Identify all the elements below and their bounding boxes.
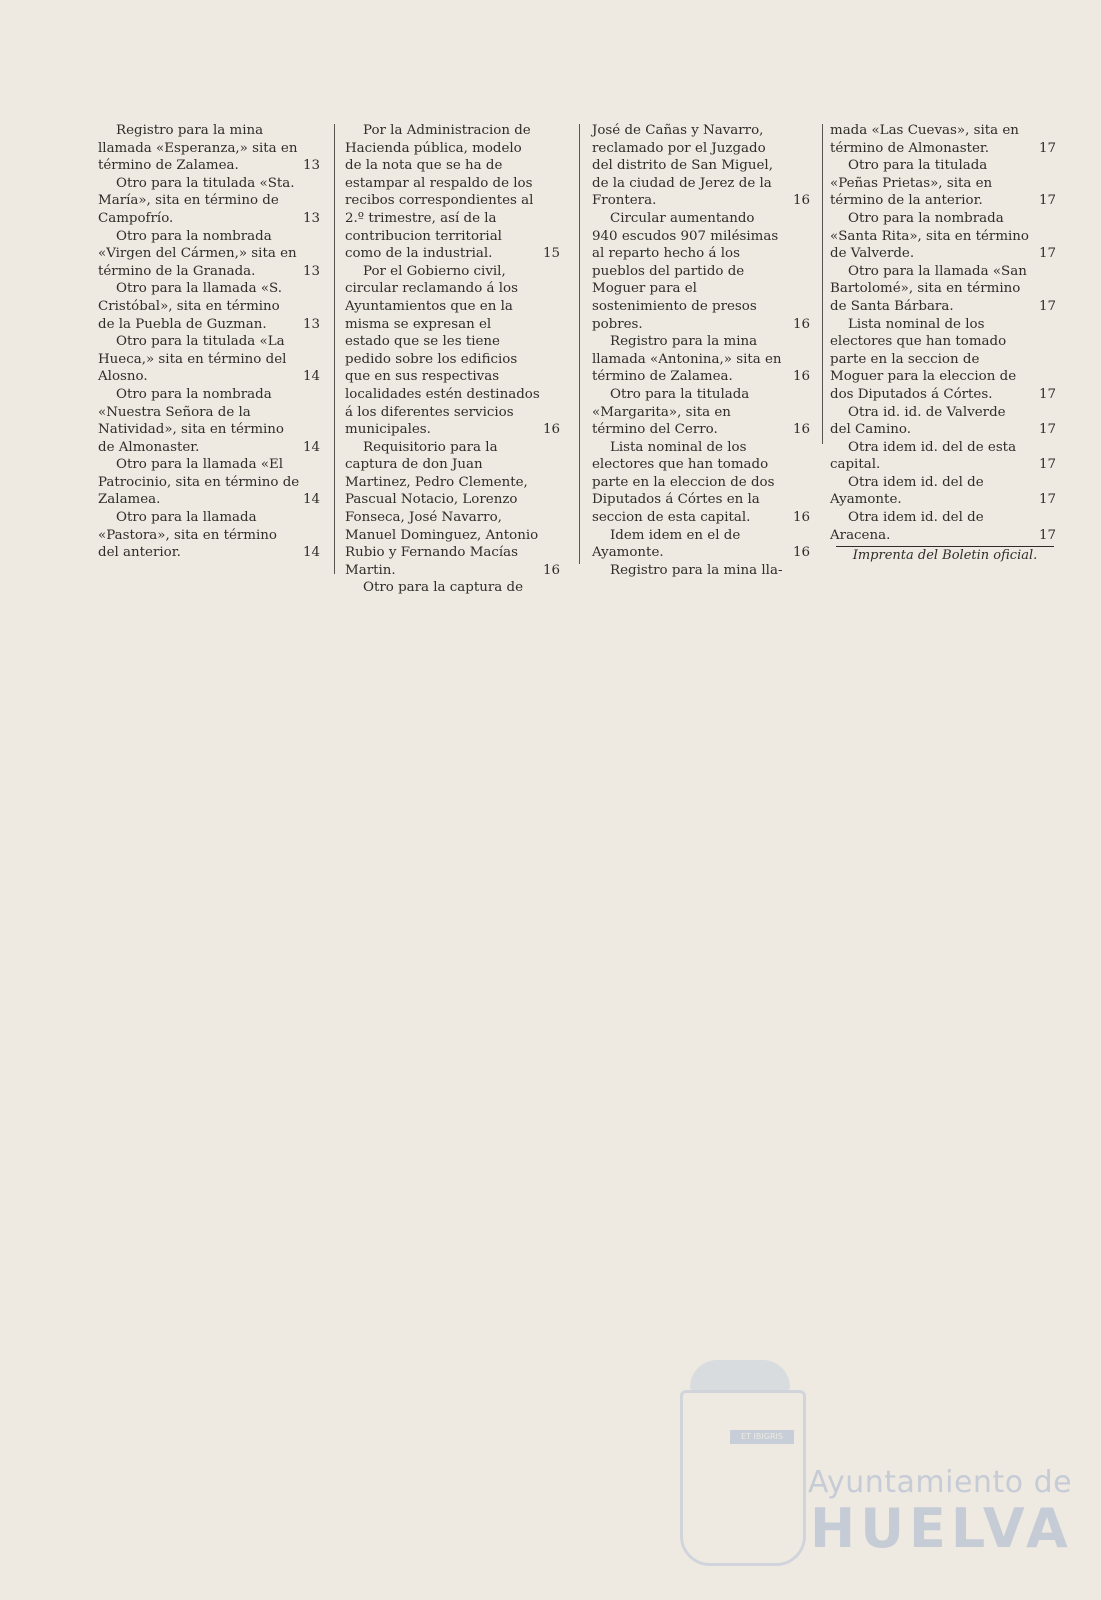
entry-page-number: 13 [302,210,320,226]
entry-page-number: 13 [302,263,320,279]
entry-page-number: 17 [1038,386,1056,402]
entry-text: Registro para la mina lla- [610,562,783,578]
entry-text: Por la Administracion de Hacienda pública, modelo de la nota que se ha de estampar al respaldo de los recibos correspondientes al 2.º trimestre, así de la contribucion territorial como de la industrial. [345,123,534,262]
entry-page-number: 16 [542,422,560,438]
entry-page-number: 17 [1038,193,1056,209]
entry-text: Idem idem en el de Ayamonte. [592,527,741,561]
index-entry [830,210,1060,263]
entry-page-number: 13 [302,316,320,332]
entry-page-number: 16 [542,562,560,578]
entry-page-number: 17 [1038,298,1056,314]
entry-text: Otro para la nombrada «Nuestra Señora de la Natividad», sita en término de Almonaster. [98,386,284,455]
index-entry [830,157,1060,210]
entry-text: Otro para la llamada «San Bartolomé», sita en término de Santa Bárbara. [830,263,1027,314]
entry-text: Por el Gobierno civil, circular reclamando á los Ayuntamientos que en la misma se expresan el estado que se les tiene pedido sobre los edificios que en sus respectivas localidades estén destinados á los diferentes servicios municipales. [345,263,540,438]
entry-text: Otra idem id. del de Aracena. [830,510,984,543]
entry-text: Otro para la llamada «S. Cristóbal», sita en término de la Puebla de Guzman. [98,281,282,332]
index-entry [592,386,814,439]
entry-text: Otro para la titulada «Margarita», sita en término del Cerro. [592,386,750,438]
index-entry [830,509,1060,544]
watermark-line-1: Ayuntamiento de [808,1465,1073,1500]
entry-text: Requisitorio para la captura de don Juan Martinez, Pedro Clemente, Pascual Notacio, Lorenzo Fonseca, José Navarro, Manuel Dominguez, Antonio Rubio y Fernando Macías Martin. [345,439,539,578]
index-column-3 [592,122,814,579]
entry-page-number: 16 [792,422,810,438]
index-entry [98,386,330,456]
entry-page-number: 14 [302,492,320,508]
entry-page-number: 16 [792,545,810,561]
entry-text: Otra idem id. del de Ayamonte. [830,474,984,508]
entry-page-number: 17 [1038,246,1056,262]
entry-text: Otro para la captura de [363,580,523,596]
index-entry [830,316,1060,404]
index-entry [98,228,330,281]
entry-text: Registro para la mina llamada «Esperanza,» sita en término de Zalamea. [98,123,298,174]
entry-page-number: 17 [1038,492,1056,508]
index-column-4 [830,122,1060,544]
index-entry [98,280,330,333]
entry-page-number: 17 [1038,422,1056,438]
index-column-2 [345,122,570,597]
index-entry [830,404,1060,439]
index-entry [592,562,814,580]
entry-text: Otra idem id. del de esta capital. [830,439,1017,473]
index-entry [830,439,1060,474]
entry-page-number: 16 [792,369,810,385]
entry-page-number: 16 [792,316,810,332]
entry-text: Otro para la nombrada «Virgen del Cármen,» sita en término de la Granada. [98,228,297,279]
entry-page-number: 15 [542,246,560,262]
index-entry [592,333,814,386]
watermark-line-2: HUELVA [810,1497,1073,1560]
entry-text: Otro para la llamada «El Patrocinio, sita en término de Zalamea. [98,457,300,508]
entry-page-number: 16 [792,193,810,209]
entry-text: Otra id. id. de Valverde del Camino. [830,404,1006,438]
entry-text: Circular aumentando 940 escudos 907 milésimas al reparto hecho á los pueblos del partido de Moguer para el sostenimiento de presos pobres. [592,210,779,332]
coat-of-arms-icon [680,1390,806,1566]
entry-text: Otro para la nombrada «Santa Rita», sita en término de Valverde. [830,210,1029,262]
entry-page-number: 14 [302,545,320,561]
index-column-1 [98,122,330,562]
index-entry [830,122,1060,157]
entry-text: Lista nominal de los electores que han tomado parte en la eleccion de dos Diputados á Córtes en la seccion de esta capital. [592,439,775,526]
index-entry [98,175,330,228]
entry-page-number: 17 [1038,457,1056,473]
index-entry [592,527,814,562]
index-entry [592,439,814,527]
entry-text: Registro para la mina llamada «Antonina,» sita en término de Zalamea. [592,334,782,385]
index-entry [98,456,330,509]
entry-page-number: 14 [302,369,320,385]
entry-page-number: 17 [1038,527,1056,543]
index-entry [345,122,570,263]
entry-text: mada «Las Cuevas», sita en término de Almonaster. [830,123,1019,156]
entry-page-number: 17 [1038,140,1056,156]
index-entry [98,333,330,386]
entry-page-number: 14 [302,439,320,455]
index-entry [592,210,814,333]
printer-imprint: Imprenta del Boletin oficial. [836,546,1054,563]
entry-text: José de Cañas y Navarro, reclamado por el Juzgado del distrito de San Miguel, de la ciudad de Jerez de la Frontera. [592,123,773,209]
entry-page-number: 16 [792,510,810,526]
index-entry [345,579,570,597]
seal-band: ET IBIGRIS [730,1430,794,1444]
entry-text: Otro para la titulada «Peñas Prietas», sita en término de la anterior. [830,158,993,209]
entry-text: Otro para la titulada «Sta. María», sita en término de Campofrío. [98,175,295,226]
crown-icon [690,1360,790,1390]
entry-text: Otro para la titulada «La Hueca,» sita en término del Alosno. [98,334,287,385]
index-entry [345,263,570,439]
index-entry [345,439,570,580]
index-entry [830,263,1060,316]
index-entry [98,122,330,175]
entry-page-number: 13 [302,158,320,174]
entry-text: Otro para la llamada «Pastora», sita en término del anterior. [98,510,277,561]
index-entry [592,122,814,210]
column-rule [822,124,823,444]
index-entry [98,509,330,562]
column-rule [334,124,335,574]
entry-text: Lista nominal de los electores que han tomado parte en la seccion de Moguer para la eleccion de dos Diputados á Córtes. [830,316,1017,402]
column-rule [579,124,580,564]
index-entry [830,474,1060,509]
